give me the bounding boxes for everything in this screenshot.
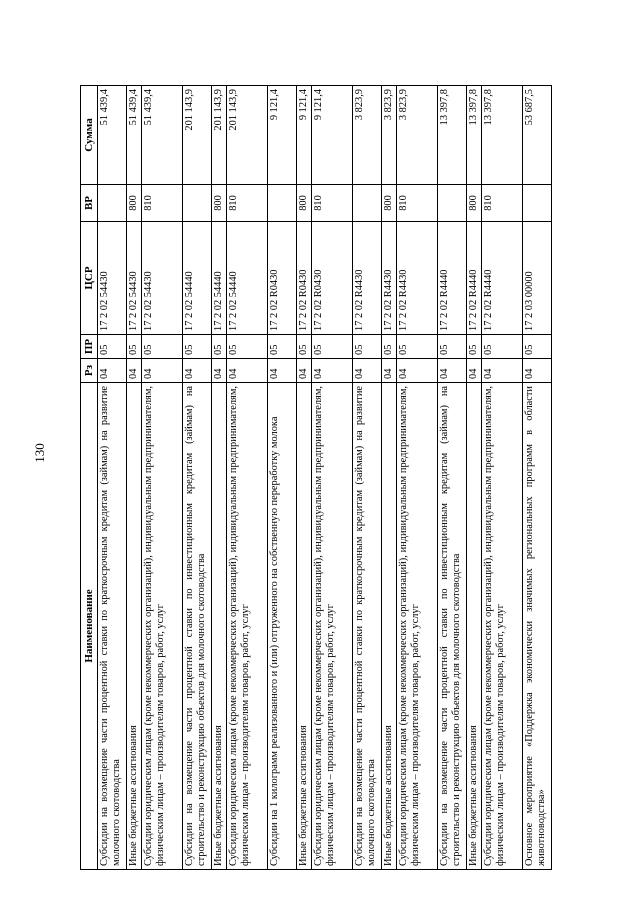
row-rz: 04 [183, 359, 212, 383]
row-vr [268, 185, 297, 222]
row-vr [98, 185, 127, 222]
row-vr: 810 [227, 185, 268, 222]
row-vr: 800 [127, 185, 142, 222]
row-sum: 51 439,4 [127, 86, 142, 185]
table-row [127, 86, 142, 870]
row-csr: 17 2 02 R0430 [312, 222, 353, 335]
row-pr: 05 [382, 335, 397, 359]
table-row [353, 86, 382, 870]
table-header-row [81, 86, 98, 870]
table-row [212, 86, 227, 870]
row-sum: 9 121,4 [268, 86, 297, 185]
row-rz: 04 [397, 359, 438, 383]
row-pr: 05 [397, 335, 438, 359]
row-sum: 3 823,9 [397, 86, 438, 185]
row-rz: 04 [467, 359, 482, 383]
row-pr: 05 [127, 335, 142, 359]
row-pr: 05 [523, 335, 552, 359]
row-vr [523, 185, 552, 222]
table-row [467, 86, 482, 870]
row-sum: 3 823,9 [382, 86, 397, 185]
row-csr: 17 2 02 R0430 [297, 222, 312, 335]
row-rz: 04 [98, 359, 127, 383]
row-pr: 05 [312, 335, 353, 359]
row-pr: 05 [467, 335, 482, 359]
row-name: Субсидии юридическим лицам (кроме некоммерческих организаций), индивидуальным предпринимателям, физическим лицам – производителям товаров, работ, услуг [227, 383, 268, 870]
row-name: Иные бюджетные ассигнования [297, 383, 312, 870]
row-vr [353, 185, 382, 222]
table-row [438, 86, 467, 870]
table-row [142, 86, 183, 870]
row-csr: 17 2 02 R4430 [397, 222, 438, 335]
row-csr: 17 2 02 54430 [127, 222, 142, 335]
row-vr: 800 [467, 185, 482, 222]
table-row [297, 86, 312, 870]
row-vr [438, 185, 467, 222]
row-rz: 04 [227, 359, 268, 383]
row-name: Субсидии на возмещение части процентной ставки по инвестиционным кредитам (займам) на строительство и реконструкцию объектов для молочного скотоводства [438, 383, 467, 870]
row-sum: 51 439,4 [98, 86, 127, 185]
row-pr: 05 [142, 335, 183, 359]
table-row [482, 86, 523, 870]
table-row [268, 86, 297, 870]
row-rz: 04 [523, 359, 552, 383]
row-sum: 13 397,8 [467, 86, 482, 185]
row-pr: 05 [212, 335, 227, 359]
page-number: 130 [32, 443, 47, 463]
table-row [98, 86, 127, 870]
row-pr: 05 [482, 335, 523, 359]
row-vr: 810 [397, 185, 438, 222]
table-row [312, 86, 353, 870]
row-name: Иные бюджетные ассигнования [212, 383, 227, 870]
row-name: Иные бюджетные ассигнования [127, 383, 142, 870]
row-sum: 51 439,4 [142, 86, 183, 185]
row-sum: 201 143,9 [183, 86, 212, 185]
row-csr: 17 2 03 00000 [523, 222, 552, 335]
row-csr: 17 2 02 R4430 [382, 222, 397, 335]
row-sum: 9 121,4 [297, 86, 312, 185]
row-vr: 810 [312, 185, 353, 222]
row-sum: 3 823,9 [353, 86, 382, 185]
row-csr: 17 2 02 R0430 [268, 222, 297, 335]
header-csr: ЦСР [81, 222, 98, 335]
row-sum: 13 397,8 [482, 86, 523, 185]
row-csr: 17 2 02 R4430 [353, 222, 382, 335]
row-csr: 17 2 02 54440 [227, 222, 268, 335]
row-pr: 05 [183, 335, 212, 359]
row-csr: 17 2 02 R4440 [467, 222, 482, 335]
row-csr: 17 2 02 54430 [98, 222, 127, 335]
row-name: Иные бюджетные ассигнования [467, 383, 482, 870]
row-csr: 17 2 02 R4440 [482, 222, 523, 335]
row-rz: 04 [353, 359, 382, 383]
row-name: Субсидии на возмещение части процентной ставки по краткосрочным кредитам (займам) на развитие молочного скотоводства [98, 383, 127, 870]
header-rz: Рз [81, 359, 98, 383]
row-sum: 13 397,8 [438, 86, 467, 185]
row-pr: 05 [98, 335, 127, 359]
row-name: Субсидии юридическим лицам (кроме некоммерческих организаций), индивидуальным предпринимателям, физическим лицам – производителям товаров, работ, услуг [312, 383, 353, 870]
row-rz: 04 [297, 359, 312, 383]
table-row [397, 86, 438, 870]
row-name: Субсидии юридическим лицам (кроме некоммерческих организаций), индивидуальным предпринимателям, физическим лицам – производителям товаров, работ, услуг [142, 383, 183, 870]
row-rz: 04 [482, 359, 523, 383]
row-vr: 810 [142, 185, 183, 222]
row-csr: 17 2 02 54440 [212, 222, 227, 335]
budget-table [80, 85, 552, 870]
row-vr: 800 [212, 185, 227, 222]
row-pr: 05 [297, 335, 312, 359]
row-rz: 04 [142, 359, 183, 383]
row-pr: 05 [227, 335, 268, 359]
row-rz: 04 [268, 359, 297, 383]
row-vr [183, 185, 212, 222]
row-vr: 800 [297, 185, 312, 222]
row-vr: 810 [482, 185, 523, 222]
row-name: Субсидии на 1 килограмм реализованного и (или) отгруженного на собственную переработку молока [268, 383, 297, 870]
row-name: Субсидии юридическим лицам (кроме некоммерческих организаций), индивидуальным предпринимателям, физическим лицам – производителям товаров, работ, услуг [482, 383, 523, 870]
row-csr: 17 2 02 54430 [142, 222, 183, 335]
row-csr: 17 2 02 R4440 [438, 222, 467, 335]
header-pr: ПР [81, 335, 98, 359]
table-row [382, 86, 397, 870]
row-name: Иные бюджетные ассигнования [382, 383, 397, 870]
row-sum: 53 687,5 [523, 86, 552, 185]
row-pr: 05 [268, 335, 297, 359]
row-sum: 201 143,9 [227, 86, 268, 185]
header-name: Наименование [81, 383, 98, 870]
header-vr: ВР [81, 185, 98, 222]
table-row [183, 86, 212, 870]
rotated-table-container [80, 86, 560, 870]
row-sum: 201 143,9 [212, 86, 227, 185]
row-csr: 17 2 02 54440 [183, 222, 212, 335]
row-rz: 04 [127, 359, 142, 383]
row-rz: 04 [212, 359, 227, 383]
row-name: Субсидии на возмещение части процентной ставки по краткосрочным кредитам (займам) на развитие молочного скотоводства [353, 383, 382, 870]
row-pr: 05 [353, 335, 382, 359]
row-rz: 04 [312, 359, 353, 383]
row-pr: 05 [438, 335, 467, 359]
row-rz: 04 [438, 359, 467, 383]
table-row [523, 86, 552, 870]
row-vr: 800 [382, 185, 397, 222]
row-sum: 9 121,4 [312, 86, 353, 185]
row-rz: 04 [382, 359, 397, 383]
row-name: Субсидии юридическим лицам (кроме некоммерческих организаций), индивидуальным предпринимателям, физическим лицам – производителям товаров, работ, услуг [397, 383, 438, 870]
header-sum: Сумма [81, 86, 98, 185]
row-name: Основное мероприятие «Поддержка экономически значимых региональных программ в области животноводства» [523, 383, 552, 870]
row-name: Субсидии на возмещение части процентной ставки по инвестиционным кредитам (займам) на строительство и реконструкцию объектов для молочного скотоводства [183, 383, 212, 870]
table-row [227, 86, 268, 870]
